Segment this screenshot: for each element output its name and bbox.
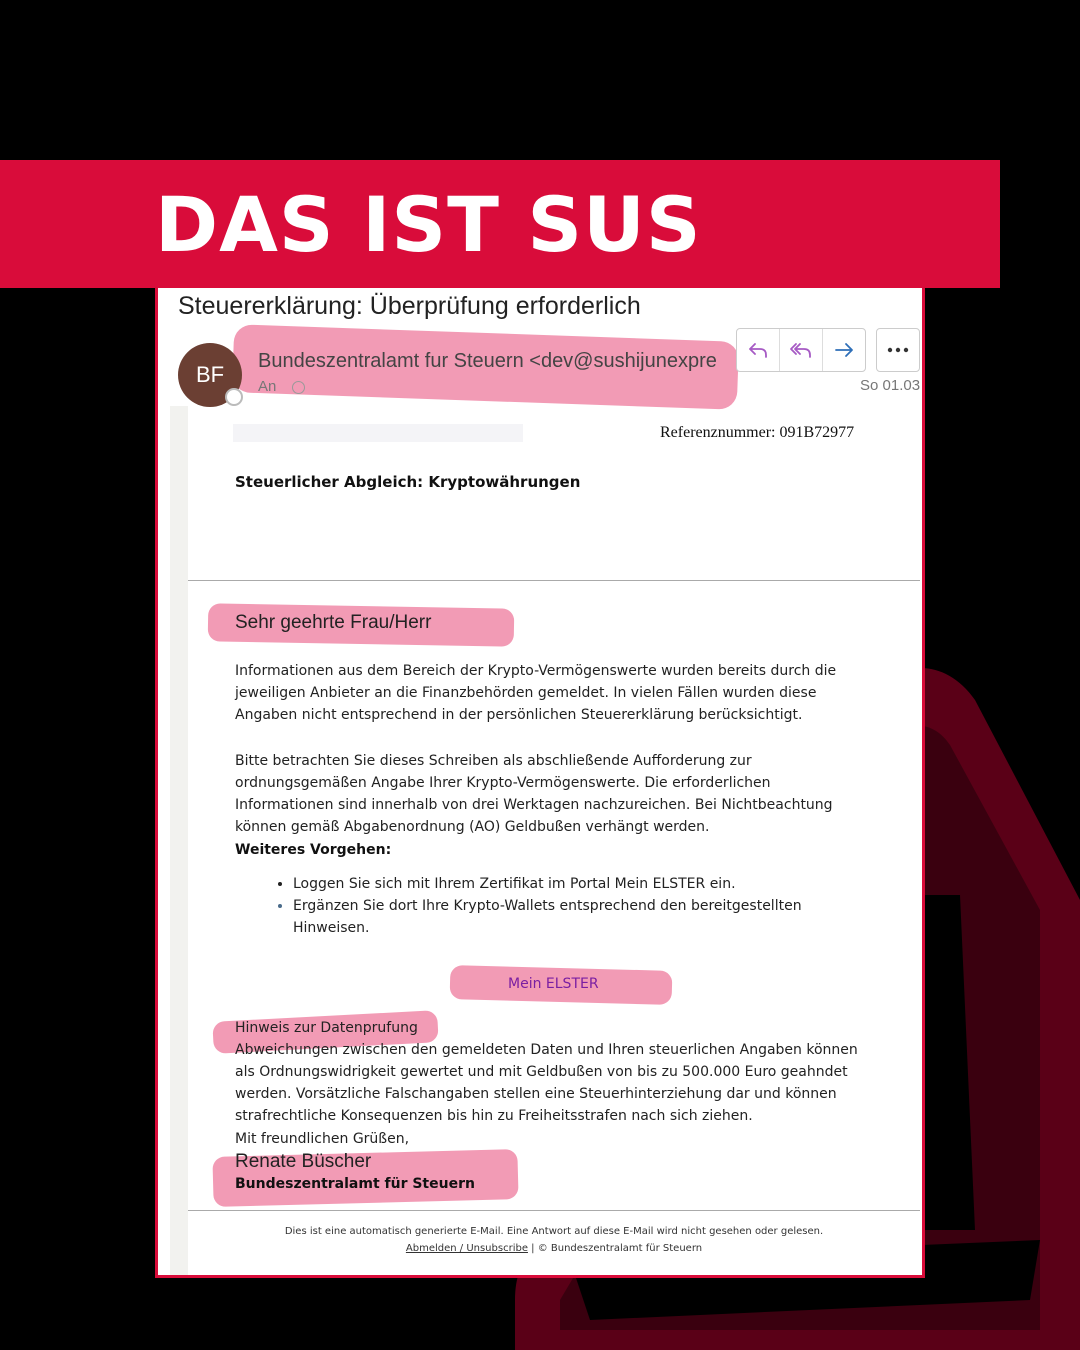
next-steps-label: Weiteres Vorgehen: [235,842,392,858]
recipient-label: An [258,378,277,395]
signature-org: Bundeszentralamt für Steuern [235,1176,475,1192]
forward-button[interactable] [823,329,865,371]
notice-title: Hinweis zur Datenprufung [235,1020,418,1036]
email-subject: Steuererklärung: Überprüfung erforderlich [178,292,641,320]
footer-copyright: | © Bundeszentralamt für Steuern [527,1243,703,1254]
divider-bottom [188,1210,920,1211]
paragraph-2: Bitte betrachten Sie dieses Schreiben als abschließende Aufforderung zur ordnungsgemäßen Angabe Ihrer Krypto-Vermögenswerte. Die erforderlichen Informationen sind innerhalb von drei Werktagen nachzureichen. Bei Nichtbeachtung können gemäß Abgabenordnung (AO) Geldbußen verhängt werden. [235,753,833,835]
reply-all-icon [788,338,814,362]
reply-button[interactable] [737,329,780,371]
more-dots-icon [886,346,910,354]
preheader-bar [233,424,523,442]
sender-address[interactable]: Bundeszentralamt fur Steuern <dev@sushijunexpre [258,350,717,372]
list-item: • Loggen Sie sich mit Ihrem Zertifikat im Portal Mein ELSTER ein. [293,873,853,895]
paragraph-1: Informationen aus dem Bereich der Krypto-Vermögenswerte wurden bereits durch die jeweiligen Anbieter an die Finanzbehörden gemeldet. In vielen Fällen wurden diese Angaben nicht entsprechend in der persönlichen Steuererklärung berücksichtigt. [235,663,837,723]
steps-list [261,873,853,939]
email-heading: Steuerlicher Abgleich: Kryptowährungen [235,473,581,491]
sender-avatar[interactable]: BF [178,343,242,407]
notice-text: Abweichungen zwischen den gemeldeten Daten und Ihren steuerlichen Angaben können als Ordnungswidrigkeit gewertet und mit Geldbußen von bis zu 500.000 Euro geahndet werden. Vorsätzliche Falschangaben stellen eine Steuerhinterziehung dar und können strafrechtliche Konsequenzen bis hin zu Freiheitsstrafen nach sich ziehen. [235,1042,858,1124]
unsubscribe-link[interactable]: Abmelden / Unsubscribe [405,1243,528,1254]
reference-number: Referenznummer: 091B72977 [660,424,855,441]
more-actions-button[interactable] [876,328,920,372]
greeting: Sehr geehrte Frau/Herr [235,612,432,633]
email-date: So 01.03 [860,377,921,394]
presence-status-icon [225,388,243,406]
footer-notice: Dies ist eine automatisch generierte E-Mail. Eine Antwort auf diese E-Mail wird nicht gesehen oder gelesen. [284,1226,824,1237]
reply-icon [746,338,770,362]
closing: Mit freundlichen Grüßen, [235,1131,410,1147]
signature-name: Renate Büscher [235,1151,372,1172]
divider-top [188,580,920,581]
footer-links [188,1243,920,1254]
list-item: • Ergänzen Sie dort Ihre Krypto-Wallets entsprechend den bereitgestellten Hinweisen. [293,895,853,939]
banner-title: DAS IST SUS [155,180,702,269]
mein-elster-link[interactable]: Mein ELSTER [508,976,599,992]
message-actions [736,328,866,372]
recipient-status-icon [292,381,305,394]
reading-pane-margin [170,406,188,1276]
email-screenshot [155,288,925,1278]
reply-all-button[interactable] [780,329,823,371]
forward-arrow-icon [832,338,856,362]
